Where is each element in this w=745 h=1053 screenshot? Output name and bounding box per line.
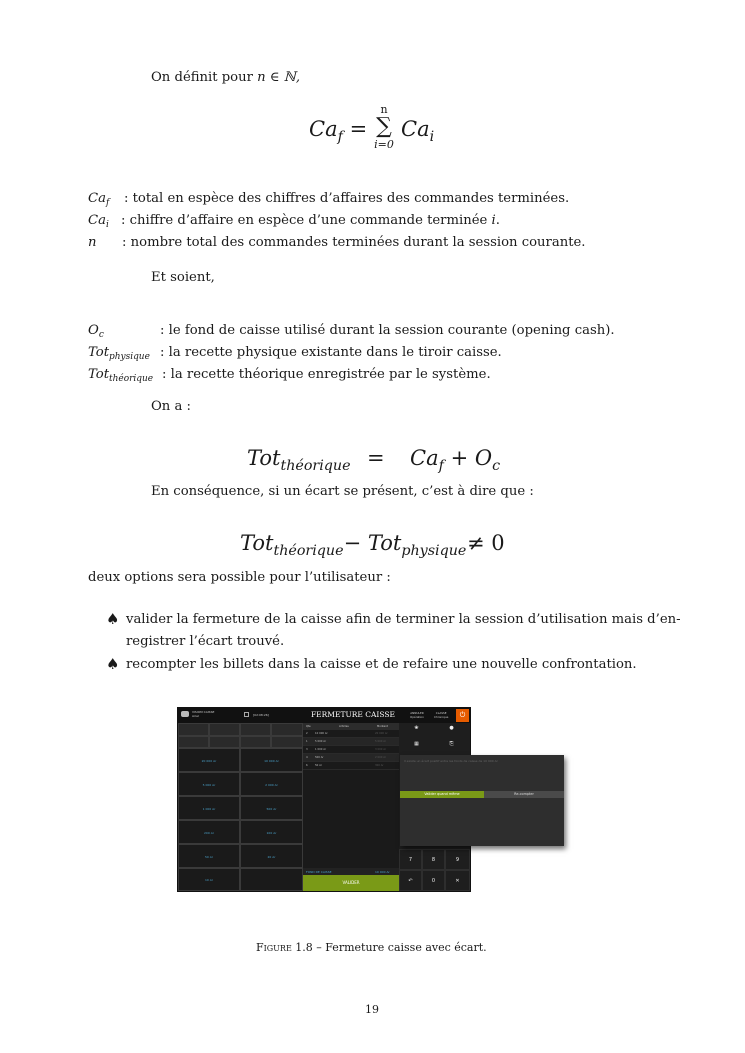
list-item-qty: 4 <box>306 756 308 759</box>
def-symbol-sub: c <box>98 330 104 341</box>
eq2-rhs <box>410 446 500 474</box>
def-symbol-sub: i <box>105 220 109 231</box>
def-cai-text-main: : chiffre d’affaire en espèce d’une commande terminée <box>121 213 488 228</box>
def-tot-theorique-text: : la recette théorique enregistrée par le système. <box>162 367 491 382</box>
spade-bullet-icon: ♠ <box>106 610 120 628</box>
list-item-article: 10 000 Ar <box>315 732 328 735</box>
list-header-articles: Articles <box>339 725 349 728</box>
denom-button[interactable]: 10 Ar <box>178 868 240 891</box>
list-header-qte: Qte <box>306 725 311 728</box>
list-item-amount: 300 Ar <box>375 764 384 767</box>
eq2-r1-sub: f <box>438 457 444 474</box>
denom-button[interactable]: 200 Ar <box>178 820 240 844</box>
key-0[interactable]: 0 <box>422 870 445 891</box>
list-item-qty: 6 <box>306 764 308 767</box>
classe-label: CLASSE <box>435 711 447 715</box>
annuler-sublabel: Opération <box>410 715 424 719</box>
intro-math: n ∈ ℕ, <box>257 70 301 85</box>
list-item-article: 50 Ar <box>315 764 322 767</box>
figure-caption <box>256 941 487 954</box>
app-brand <box>192 710 214 718</box>
def-symbol: Ca <box>88 191 106 206</box>
list-item[interactable] <box>303 730 399 738</box>
eq2-plus: + <box>450 446 469 470</box>
list-item-article: 5 000 Ar <box>315 740 327 743</box>
eq1-rhs-sub: i <box>429 128 435 145</box>
grid-header-cell <box>271 736 303 748</box>
spade-bullet-icon: ♠ <box>106 655 120 673</box>
eq1-equals: = <box>349 117 368 141</box>
eq3-neq: ≠ 0 <box>467 531 505 555</box>
undo-icon[interactable]: ↶ <box>399 870 422 891</box>
list-item-amount: 3 000 Ar <box>375 748 387 751</box>
eq1-sum-bottom: i=0 <box>374 138 394 151</box>
grid-icon[interactable]: ▦ <box>414 741 419 747</box>
annuler-label: ANNULER <box>410 711 424 715</box>
denomination-grid <box>178 723 303 891</box>
close-icon[interactable]: ✕ <box>445 870 470 891</box>
bullet-1-line-1: valider la fermeture de la caisse afin de terminer la session d’utilisation mais d’en- <box>126 612 681 627</box>
eq2-equals: = <box>367 446 385 470</box>
fond-value: 10 000 Ar <box>375 870 390 874</box>
grid-header-cell <box>240 736 271 748</box>
eq3-b-sub: physique <box>401 542 467 559</box>
list-header <box>303 723 399 730</box>
def-cai-end: . <box>495 213 500 228</box>
def-tot-physique-text: : la recette physique existante dans le tiroir caisse. <box>160 345 502 360</box>
def-tot-theorique <box>88 366 153 388</box>
denom-button[interactable]: 50 Ar <box>178 844 240 868</box>
classe-sublabel: Chronique <box>434 715 449 719</box>
list-header-montant: Montant <box>377 725 388 728</box>
def-n-text: : nombre total des commandes terminées durant la session courante. <box>122 235 586 250</box>
options-intro: deux options sera possible pour l’utilisateur : <box>88 570 391 585</box>
valider-quand-meme-button[interactable]: Valider quand même <box>400 791 484 798</box>
eq2-lhs-sub: théorique <box>280 457 351 474</box>
annuler-button[interactable] <box>410 711 424 719</box>
denom-button[interactable]: 2 000 Ar <box>240 772 303 796</box>
grid-header-cell <box>271 723 303 736</box>
power-icon[interactable]: ⏻ <box>456 709 469 722</box>
key-9[interactable]: 9 <box>445 849 470 870</box>
grid-header-cell <box>209 723 240 736</box>
bullet-1-line-2: registrer l’écart trouvé. <box>126 634 285 649</box>
eq1-lhs-sub: f <box>337 128 343 145</box>
denom-button[interactable]: 5 000 Ar <box>178 772 240 796</box>
app-date: [02:08:26] <box>253 713 269 717</box>
list-item[interactable] <box>303 738 399 746</box>
key-7[interactable]: 7 <box>399 849 422 870</box>
classe-button[interactable] <box>434 711 448 719</box>
chat-icon[interactable]: ● <box>449 725 454 731</box>
caption-label: Figure 1.8 <box>256 941 313 954</box>
denom-button[interactable]: 10 000 Ar <box>240 748 303 772</box>
list-item-qty: 2 <box>306 732 308 735</box>
def-cai <box>88 212 109 234</box>
list-item-amount: 5 000 Ar <box>375 740 387 743</box>
eq3-minus: − <box>343 531 362 555</box>
calendar-icon <box>244 712 249 717</box>
grid-header-cell <box>240 723 271 736</box>
def-symbol: Tot <box>88 345 110 360</box>
denom-button[interactable]: 500 Ar <box>240 796 303 820</box>
equation-tot-theorique <box>247 446 351 474</box>
list-item-qty: 1 <box>306 740 308 743</box>
key-8[interactable]: 8 <box>422 849 445 870</box>
def-symbol-sub: théorique <box>109 374 154 385</box>
app-title: FERMETURE CAISSE <box>310 710 396 719</box>
def-symbol: Ca <box>88 213 106 228</box>
et-soient: Et soient, <box>151 270 215 285</box>
list-item[interactable] <box>303 746 399 754</box>
equation-ecart <box>240 531 466 559</box>
eq3-b: Tot <box>367 531 402 555</box>
def-cai-text <box>121 212 500 230</box>
settings-icon[interactable]: ❀ <box>414 725 419 731</box>
copy-icon[interactable]: ⎘ <box>449 741 454 747</box>
def-cai-tail: i <box>491 213 496 228</box>
dialog-message: Il existe un écart positif entre les fonds de caisse de 10 000 Ar <box>404 759 498 763</box>
intro-line <box>151 69 300 87</box>
def-n: n <box>88 235 97 250</box>
equation-caf <box>309 117 367 145</box>
eq2-r2-sub: c <box>492 457 501 474</box>
list-item-article: 1 000 Ar <box>315 748 327 751</box>
list-item[interactable] <box>303 762 399 770</box>
brand-line-1: VISIOM CAISSE <box>192 710 215 714</box>
def-symbol: O <box>88 323 99 338</box>
brand-line-2: Ariel <box>192 714 199 718</box>
def-caf-text: : total en espèce des chiffres d’affaires des commandes terminées. <box>124 191 570 206</box>
eq2-r2: O <box>474 446 493 470</box>
list-item-qty: 3 <box>306 748 308 751</box>
grid-header-cell <box>178 736 209 748</box>
eq2-lhs: Tot <box>247 446 281 470</box>
denom-button[interactable]: 20 Ar <box>240 844 303 868</box>
eq1-rhs: Ca <box>401 117 430 141</box>
def-oc-text: : le fond de caisse utilisé durant la session courante (opening cash). <box>160 323 615 338</box>
eq1-sum-symbol: ∑ <box>376 114 392 139</box>
eq2-r1: Ca <box>410 446 439 470</box>
list-item-amount: 20 000 Ar <box>375 732 388 735</box>
def-symbol: Tot <box>88 367 110 382</box>
valider-button[interactable]: VALIDER <box>303 875 399 891</box>
fond-de-caisse-row <box>303 868 399 875</box>
denom-button[interactable]: 20 000 Ar <box>178 748 240 772</box>
bullet-2-line-1: recompter les billets dans la caisse et de refaire une nouvelle confrontation. <box>126 657 637 672</box>
count-list <box>303 723 399 891</box>
list-item-article: 500 Ar <box>315 756 324 759</box>
def-caf <box>88 190 109 212</box>
eq3-a: Tot <box>240 531 274 555</box>
grid-header-cell <box>209 736 240 748</box>
intro-text: On définit pour <box>151 70 253 85</box>
eq3-a-sub: théorique <box>273 542 344 559</box>
grid-header-cell <box>178 723 209 736</box>
def-symbol-sub: physique <box>109 352 150 363</box>
eq1-rhs-group <box>401 117 434 145</box>
denom-button[interactable]: 100 Ar <box>240 820 303 844</box>
eq1-lhs: Ca <box>309 117 338 141</box>
def-symbol-sub: f <box>105 198 110 209</box>
re-compter-button[interactable]: Re-compter <box>484 791 564 798</box>
ecart-dialog <box>400 755 564 846</box>
page-number: 19 <box>365 1003 379 1016</box>
fond-label: FOND DE CAISSE <box>306 870 332 874</box>
eq1-sum-top: n <box>380 103 388 116</box>
def-oc <box>88 322 104 344</box>
on-a: On a : <box>151 399 191 414</box>
denom-button[interactable]: 1 000 Ar <box>178 796 240 820</box>
denom-button[interactable] <box>240 868 303 891</box>
list-item[interactable] <box>303 754 399 762</box>
def-tot-physique <box>88 344 150 366</box>
app-logo-icon <box>181 711 189 717</box>
caption-text: – Fermeture caisse avec écart. <box>316 941 487 954</box>
consequence-line: En conséquence, si un écart se présent, c’est à dire que : <box>151 484 534 499</box>
list-item-amount: 2 000 Ar <box>375 756 387 759</box>
